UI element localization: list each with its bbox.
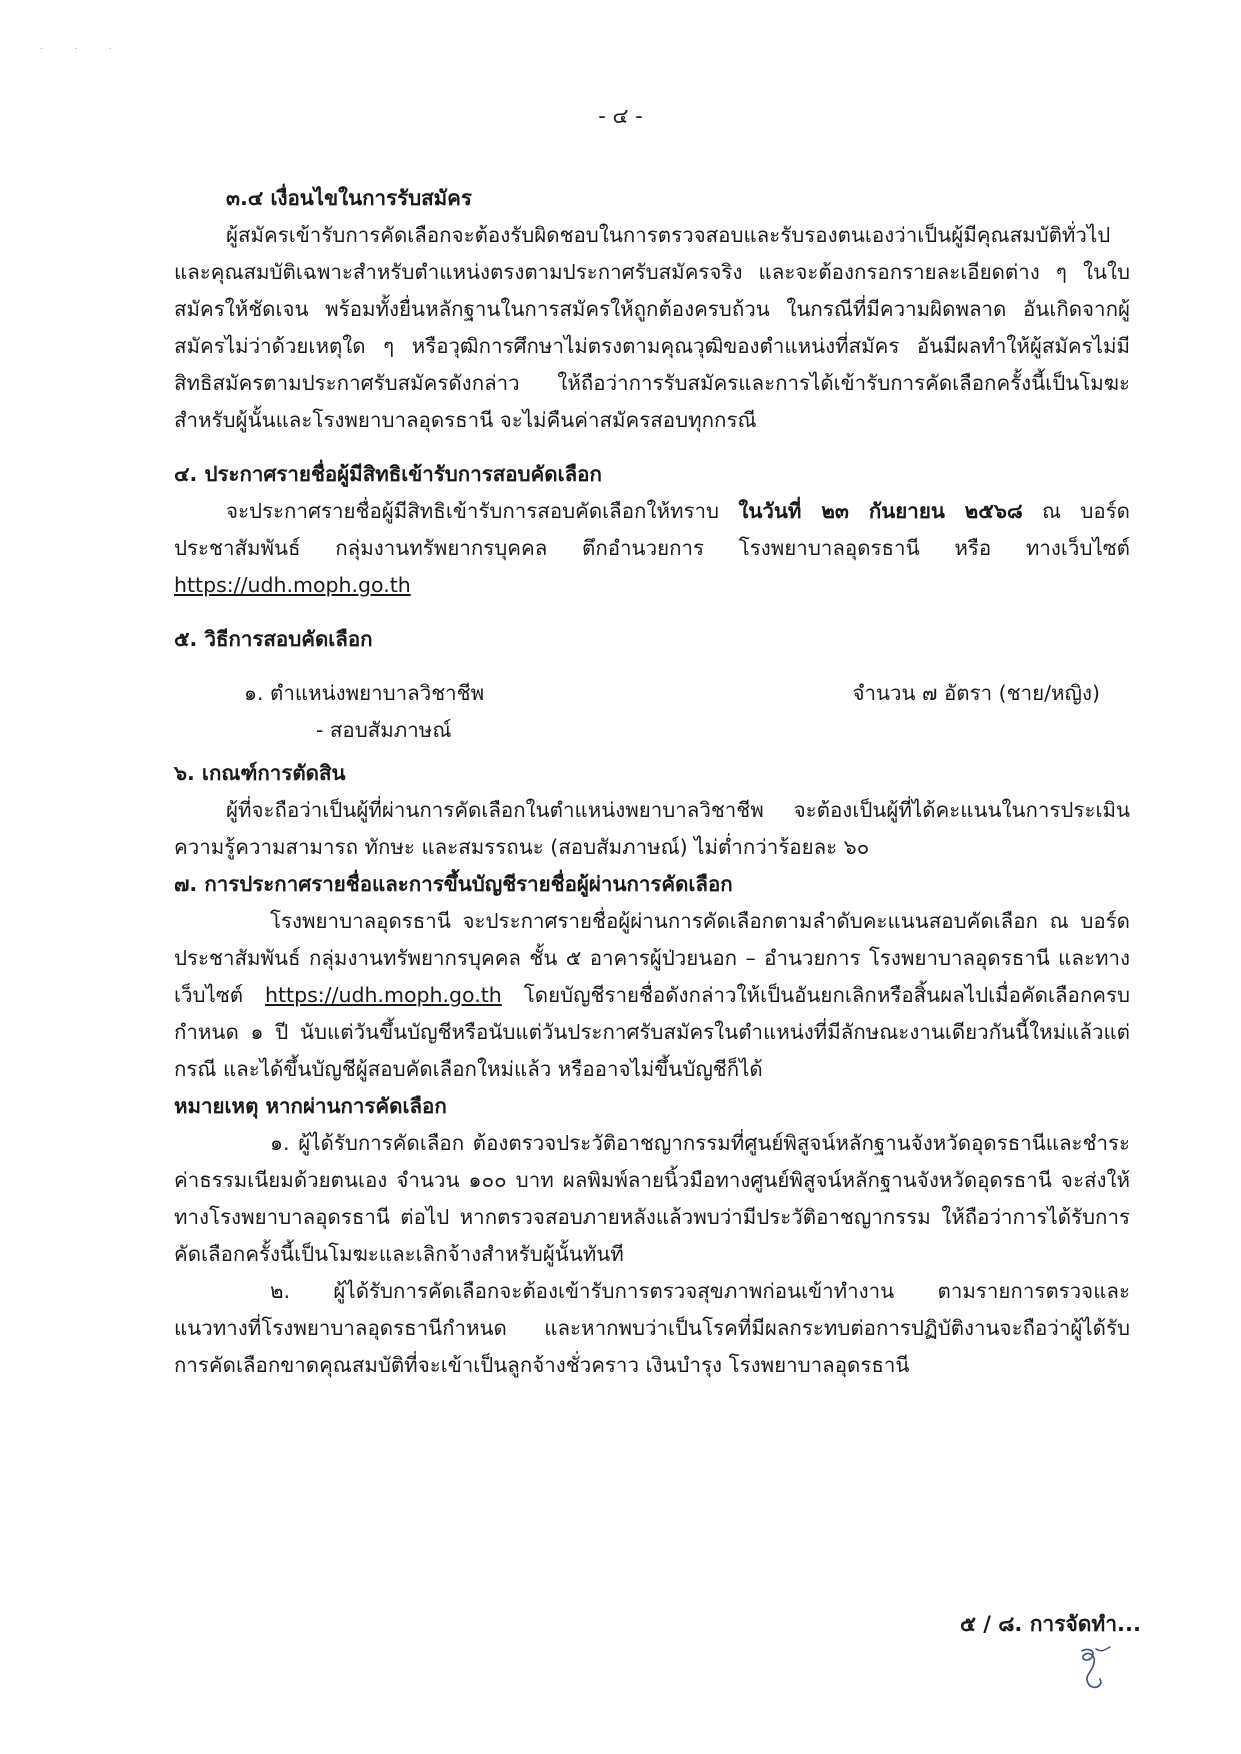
- section-3-4-body: ผู้สมัครเข้ารับการคัดเลือกจะต้องรับผิดชอบในการตรวจสอบและรับรองตนเองว่าเป็นผู้มีคุณสมบัติทั่วไปและคุณสมบัติเฉพาะสำหรับตำแหน่งตรงตามประกาศรับสมัครจริง และจะต้องกรอกรายละเอียดต่าง ๆ ในใบสมัครให้ชัดเจน พร้อมทั้งยื่นหลักฐานในการสมัครให้ถูกต้องครบถ้วน ในกรณีที่มีความผิดพลาด อันเกิดจากผู้สมัครไม่ว่าด้วยเหตุใด ๆ หรือวุฒิการศึกษาไม่ตรงตามคุณวุฒิของตำแหน่งที่สมัคร อันมีผลทำให้ผู้สมัครไม่มีสิทธิสมัครตามประกาศรับสมัครดังกล่าว ให้ถือว่าการรับสมัครและการได้เข้ารับการคัดเลือกครั้งนี้เป็นโมฆะสำหรับผู้นั้นและโรงพยาบาลอุดรธานี จะไม่คืนค่าสมัครสอบทุกกรณี: [174, 223, 1130, 432]
- signature-mark: [1070, 1645, 1116, 1697]
- document-body: [174, 180, 1130, 1384]
- section-4-heading: ๔. ประกาศรายชื่อผู้มีสิทธิเข้ารับการสอบคัดเลือก: [174, 462, 602, 486]
- website-link-2[interactable]: https://udh.moph.go.th: [265, 983, 502, 1007]
- page-number: - ๔ -: [598, 104, 643, 128]
- section-7-heading: ๗. การประกาศรายชื่อและการขึ้นบัญชีรายชื่อผู้ผ่านการคัดเลือก: [174, 872, 733, 896]
- section-7-body: [174, 903, 1130, 1088]
- position-row: [174, 675, 1130, 712]
- section-6-heading: ๖. เกณฑ์การตัดสิน: [174, 761, 346, 785]
- note-item-1: ๑. ผู้ได้รับการคัดเลือก ต้องตรวจประวัติอาชญากรรมที่ศูนย์พิสูจน์หลักฐานจังหวัดอุดรธานีและชำระค่าธรรมเนียมด้วยตนเอง จำนวน ๑๐๐ บาท ผลพิมพ์ลายนิ้วมือทางศูนย์พิสูจน์หลักฐานจังหวัดอุดรธานี จะส่งให้ทางโรงพยาบาลอุดรธานี ต่อไป หากตรวจสอบภายหลังแล้วพบว่ามีประวัติอาชญากรรม ให้ถือว่าการได้รับการคัดเลือกครั้งนี้เป็นโมฆะและเลิกจ้างสำหรับผู้นั้นทันที: [174, 1131, 1130, 1266]
- scan-specks: · · ·: [40, 44, 126, 55]
- section-4-body: [174, 493, 1130, 604]
- position-name: ๑. ตำแหน่งพยาบาลวิชาชีพ: [244, 681, 485, 705]
- initials-signature: [1070, 1645, 1116, 1701]
- continuation-note: ๕ / ๘. การจัดทำ...: [960, 1612, 1141, 1636]
- section-7-text-before: โรงพยาบาลอุดรธานี จะประกาศรายชื่อผู้ผ่านการคัดเลือกตามลำดับคะแนนสอบคัดเลือก ณ บอร์ดประชาสัมพันธ์ กลุ่มงานทรัพยากรบุคคล ชั้น ๕ อาคารผู้ป่วยนอก – อำนวยการ โรงพยาบาลอุดรธานี และทางเว็บไซต์: [174, 909, 1130, 1007]
- note-item-2: ๒. ผู้ได้รับการคัดเลือกจะต้องเข้ารับการตรวจสุขภาพก่อนเข้าทำงาน ตามรายการตรวจและแนวทางที่โรงพยาบาลอุดรธานีกำหนด และหากพบว่าเป็นโรคที่มีผลกระทบต่อการปฏิบัติงานจะถือว่าผู้ได้รับการคัดเลือกขาดคุณสมบัติที่จะเข้าเป็นลูกจ้างชั่วคราว เงินบำรุง โรงพยาบาลอุดรธานี: [174, 1279, 1130, 1377]
- section-4-text-before: จะประกาศรายชื่อผู้มีสิทธิเข้ารับการสอบคัดเลือกให้ทราบ: [226, 499, 739, 523]
- section-4-text-after: ณ บอร์ดประชาสัมพันธ์ กลุ่มงานทรัพยากรบุคคล ตึกอำนวยการ โรงพยาบาลอุดรธานี หรือ ทางเว็บไซต์: [174, 499, 1130, 560]
- section-7-text-after: โดยบัญชีรายชื่อดังกล่าวให้เป็นอันยกเลิกหรือสิ้นผลไปเมื่อคัดเลือกครบกำหนด ๑ ปี นับแต่วันขึ้นบัญชีหรือนับแต่วันประกาศรับสมัครในตำแหน่งที่มีลักษณะงานเดียวกันนี้ใหม่แล้วแต่กรณี และได้ขึ้นบัญชีผู้สอบคัดเลือกใหม่แล้ว หรืออาจไม่ขึ้นบัญชีก็ได้: [174, 983, 1130, 1081]
- position-count: จำนวน ๗ อัตรา (ชาย/หญิง): [852, 681, 1100, 705]
- section-6-body: ผู้ที่จะถือว่าเป็นผู้ที่ผ่านการคัดเลือกในตำแหน่งพยาบาลวิชาชีพ จะต้องเป็นผู้ที่ได้คะแนนในการประเมินความรู้ความสามารถ ทักษะ และสมรรถนะ (สอบสัมภาษณ์) ไม่ต่ำกว่าร้อยละ ๖๐: [174, 798, 1130, 859]
- website-link[interactable]: https://udh.moph.go.th: [174, 573, 411, 597]
- section-3-4-heading: ๓.๔ เงื่อนไขในการรับสมัคร: [226, 186, 472, 210]
- note-heading: หมายเหตุ หากผ่านการคัดเลือก: [174, 1094, 447, 1118]
- announcement-date: ในวันที่ ๒๓ กันยายน ๒๕๖๘: [738, 499, 1023, 523]
- exam-method: - สอบสัมภาษณ์: [316, 718, 452, 742]
- section-5-heading: ๕. วิธีการสอบคัดเลือก: [174, 627, 373, 651]
